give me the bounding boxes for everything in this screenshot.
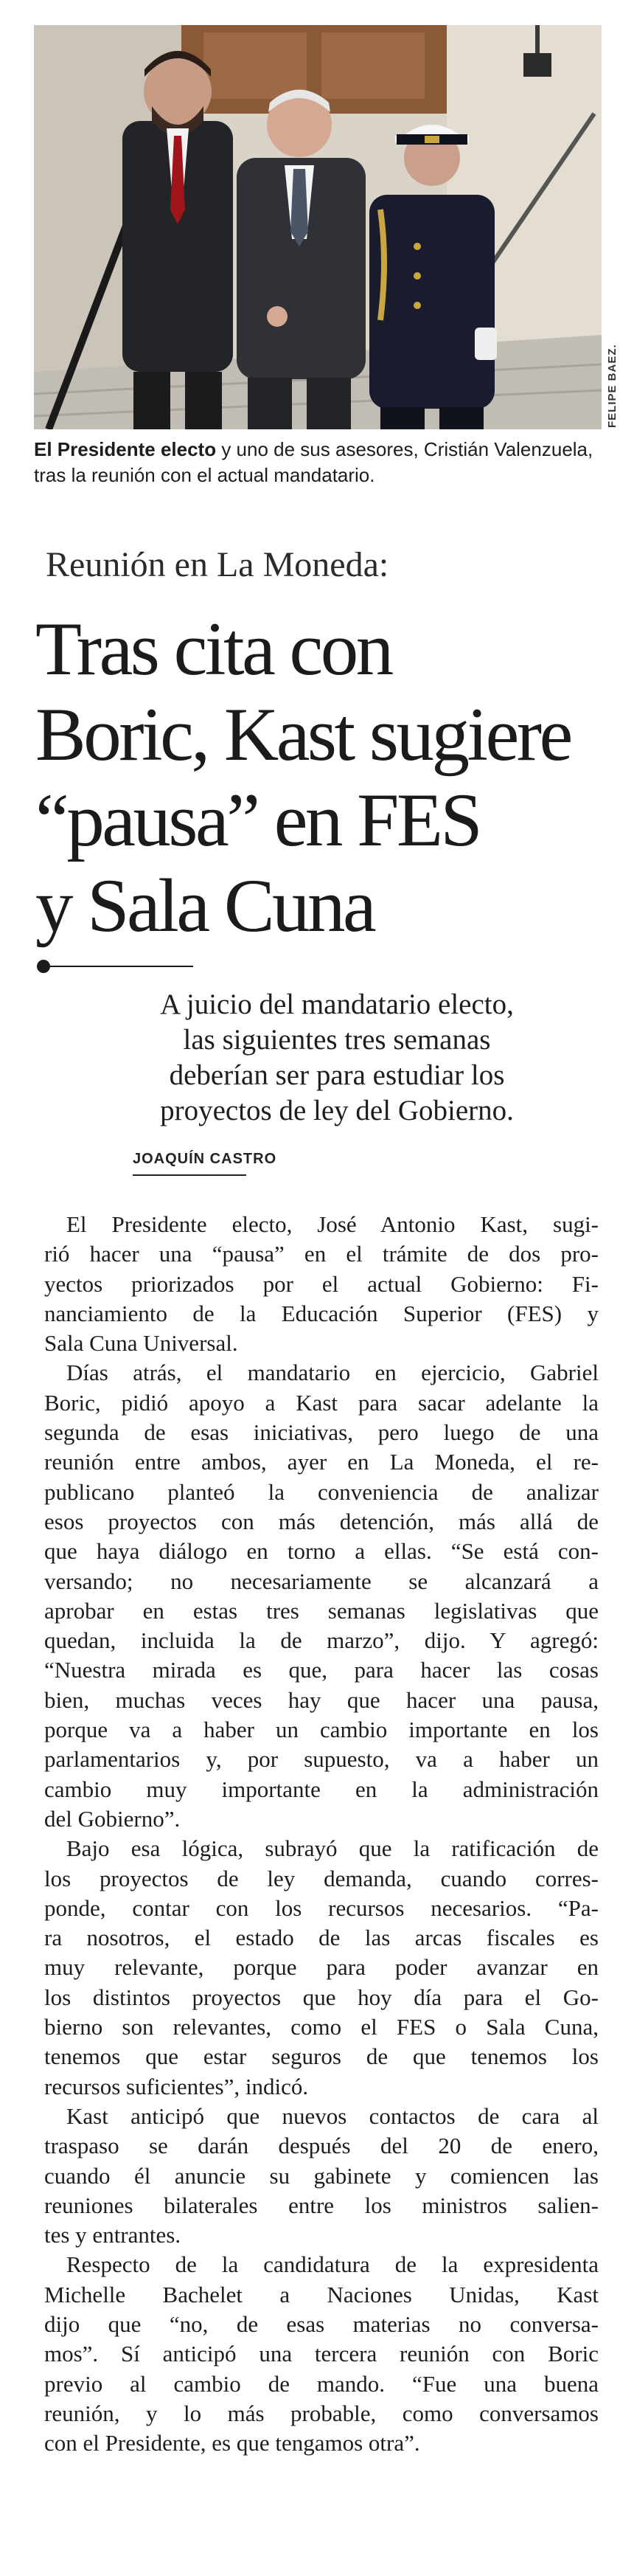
body-line: nanciamiento de la Educación Superior (FES) y <box>44 1300 599 1326</box>
article-kicker: Reunión en La Moneda: <box>46 545 389 584</box>
headline-line: Boric, Kast sugiere <box>35 693 571 777</box>
body-line: aprobar en estas tres semanas legislativas que <box>44 1597 599 1624</box>
article-lead <box>68 987 606 1129</box>
body-line: versando; no necesariamente se alcanzará a <box>44 1568 599 1594</box>
body-line: los distintos proyectos que hoy día para el Go- <box>44 1984 599 2010</box>
caption-bold: El Presidente electo <box>34 438 217 460</box>
separator-line <box>49 966 193 967</box>
body-line: dijo que “no, de esas materias no conversa- <box>44 2310 599 2337</box>
body-line: ponde, contar con los recursos necesarios. “Pa- <box>44 1894 599 1921</box>
body-line: traspaso se darán después del 20 de enero, <box>44 2133 599 2159</box>
body-line: reuniones bilaterales entre los ministros salien- <box>44 2192 599 2218</box>
body-line: que haya diálogo en torno a ellas. “Se está con- <box>44 1538 599 1565</box>
body-line: rió hacer una “pausa” en el trámite de dos pro- <box>44 1241 599 1267</box>
body-line: reunión, y lo más probable, como conversamos <box>44 2400 599 2426</box>
body-line: mos”. Sí anticipó una tercera reunión con Boric <box>44 2341 599 2367</box>
body-line: esos proyectos con más detención, más allá de <box>44 1508 599 1534</box>
body-line: yectos priorizados por el actual Gobierno: Fi- <box>44 1270 599 1297</box>
article-body <box>44 1210 599 2458</box>
body-line: previo al cambio de mando. “Fue una buena <box>44 2370 599 2397</box>
body-line: publicano planteó la conveniencia de analizar <box>44 1478 599 1505</box>
body-line: del Gobierno”. <box>44 1805 181 1832</box>
lead-line: A juicio del mandatario electo, <box>160 988 514 1020</box>
body-line: bierno son relevantes, como el FES o Sala Cuna, <box>44 2014 599 2040</box>
headline-line: Tras cita con <box>35 607 391 691</box>
body-line: parlamentarios y, por supuesto, va a haber un <box>44 1746 599 1773</box>
body-line: reunión entre ambos, ayer en La Moneda, el re- <box>44 1449 599 1475</box>
body-line: recursos suficientes”, indicó. <box>44 2073 309 2099</box>
body-line: Boric, pidió apoyo a Kast para sacar adelante la <box>44 1389 599 1416</box>
body-line: muy relevante, porque para poder avanzar en <box>44 1954 599 1981</box>
byline-rule <box>133 1174 246 1176</box>
body-line: los proyectos de ley demanda, cuando corres- <box>44 1865 599 1891</box>
body-line: quedan, incluida la de marzo”, dijo. Y agregó: <box>44 1627 599 1654</box>
headline-line: y Sala Cuna <box>35 864 375 948</box>
body-line: con el Presidente, es que tengamos otra”. <box>44 2430 420 2456</box>
body-line: Días atrás, el mandatario en ejercicio, Gabriel <box>66 1360 599 1386</box>
body-line: tes y entrantes. <box>44 2222 181 2248</box>
lead-line: proyectos de ley del Gobierno. <box>160 1095 514 1126</box>
body-line: El Presidente electo, José Antonio Kast, sugi- <box>66 1211 599 1237</box>
body-line: Bajo esa lógica, subrayó que la ratificación de <box>66 1835 599 1862</box>
photo-credit: FELIPE BAEZ. <box>606 344 619 428</box>
body-line: porque va a haber un cambio importante en los <box>44 1717 599 1743</box>
photo-caption <box>34 437 616 488</box>
body-line: Kast anticipó que nuevos contactos de cara al <box>66 2102 599 2129</box>
article-photo <box>34 25 602 429</box>
lead-line: las siguientes tres semanas <box>183 1024 491 1056</box>
author-byline: JOAQUÍN CASTRO <box>133 1151 277 1167</box>
body-line: Michelle Bachelet a Naciones Unidas, Kast <box>44 2281 599 2307</box>
body-line: bien, muchas veces hay que hacer una pausa, <box>44 1686 599 1713</box>
body-line: tenemos que estar seguros de que tenemos los <box>44 2043 599 2070</box>
body-line: ra nosotros, el estado de las arcas fiscales es <box>44 1925 599 1951</box>
lead-line: deberían ser para estudiar los <box>169 1059 505 1091</box>
body-line: cambio muy importante en la administración <box>44 1776 599 1802</box>
body-line: Respecto de la candidatura de la expresidenta <box>66 2251 599 2278</box>
body-line: segunda de esas iniciativas, pero luego de una <box>44 1419 599 1446</box>
body-line: Sala Cuna Universal. <box>44 1330 238 1357</box>
article-headline <box>35 606 625 949</box>
body-line: “Nuestra mirada es que, para hacer las cosas <box>44 1657 599 1683</box>
photo-illustration <box>34 25 602 429</box>
body-line: cuando él anuncie su gabinete y comiencen las <box>44 2162 599 2189</box>
headline-line: “pausa” en FES <box>35 778 481 862</box>
caption-text: y uno de sus asesores, Cristián Valenzuela, tras la reunión con el actual mandatario. <box>34 438 593 486</box>
